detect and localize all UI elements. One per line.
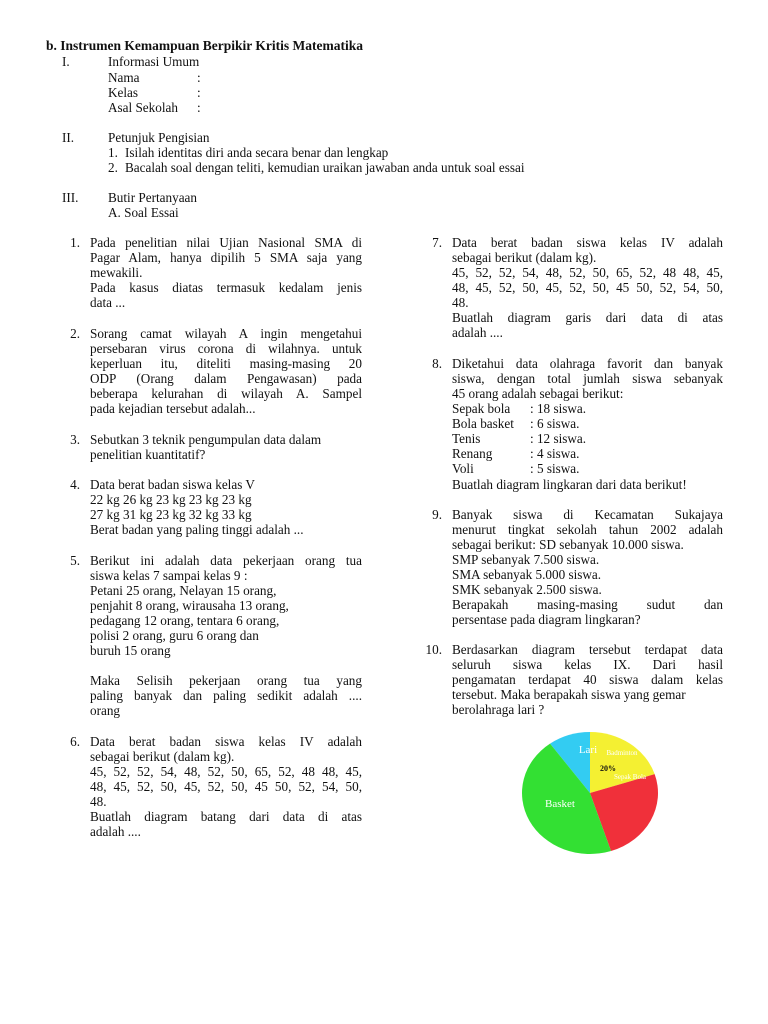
sport-row [452, 446, 580, 461]
question-text [90, 235, 362, 310]
question-line: SMK sebanyak 2.500 siswa. [452, 582, 602, 597]
question-line: sebagai berikut (dalam kg). [90, 749, 235, 764]
sport-pie-chart [520, 730, 660, 856]
question-line: tersebut. Maka berapakah siswa yang gemar [452, 687, 686, 702]
question-text [452, 507, 723, 627]
question-line: pengamatan terdapat 40 siswa dalam kelas [452, 672, 723, 687]
question-line: menurut tingkat sekolah tahun 2002 adalah [452, 522, 723, 537]
question-line: keperluan itu, diteliti masing-masing 20 [90, 356, 362, 371]
question-line: Data berat badan siswa kelas IV adalah [90, 734, 362, 749]
question-line: data ... [90, 295, 126, 310]
question-text [90, 477, 362, 537]
section-title: Petunjuk Pengisian [108, 130, 210, 145]
question-number: 6. [70, 734, 80, 749]
question-line: pada kejadian tersebut adalah... [90, 401, 256, 416]
field-label-nama: Nama [108, 70, 140, 85]
instruction-text: Bacalah soal dengan teliti, kemudian uraikan jawaban anda untuk soal essai [125, 160, 525, 175]
pie-chart-svg [520, 730, 660, 856]
question-text [452, 235, 723, 340]
section-number: II. [62, 130, 75, 145]
sport-row [452, 401, 587, 416]
sport-count: : 5 siswa. [530, 461, 580, 476]
pie-label-badminton: Badminton [606, 749, 638, 757]
question-line: siswa kelas 7 sampai kelas 9 : [90, 568, 248, 583]
question-line: 27 kg 31 kg 23 kg 32 kg 33 kg [90, 507, 252, 522]
question-line: mewakili. [90, 265, 143, 280]
section-number: I. [62, 54, 70, 69]
question-line: Pagar Alam, hanya dipilih 5 SMA saja yang [90, 250, 362, 265]
question-line: Pada penelitian nilai Ujian Nasional SMA di [90, 235, 362, 250]
document-heading: b. Instrumen Kemampuan Berpikir Kritis Matematika [46, 38, 363, 53]
section-title: Informasi Umum [108, 54, 200, 69]
question-line: polisi 2 orang, guru 6 orang dan [90, 628, 259, 643]
section-subtitle: A. Soal Essai [108, 205, 179, 220]
question-text [452, 642, 723, 717]
question-text [90, 553, 362, 718]
question-line: Petani 25 orang, Nelayan 15 orang, [90, 583, 277, 598]
field-colon: : [197, 100, 201, 115]
question-line: buruh 15 orang [90, 643, 171, 658]
question-line: 48, 45, 52, 50, 45, 52, 50, 45 50, 52, 54, 50, [452, 280, 723, 295]
question-text [90, 432, 362, 462]
sport-count: : 4 siswa. [530, 446, 580, 461]
question-line: SMA sebanyak 5.000 siswa. [452, 567, 602, 582]
question-number: 8. [432, 356, 442, 371]
sport-row [452, 416, 580, 431]
question-line: paling banyak dan paling sedikit adalah .... [90, 688, 362, 703]
sport-table [452, 401, 587, 476]
question-text [452, 356, 723, 401]
question-line: Maka Selisih pekerjaan orang tua yang [90, 673, 362, 688]
question-number: 3. [70, 432, 80, 447]
question-line: adalah .... [452, 325, 503, 340]
question-number: 7. [432, 235, 442, 250]
question-text [90, 734, 362, 839]
question-number: 1. [70, 235, 80, 250]
question-line: persebaran virus corona di wilahnya. untuk [90, 341, 362, 356]
field-colon: : [197, 70, 201, 85]
question-line: Data berat badan siswa kelas V [90, 477, 255, 492]
question-line: Diketahui data olahraga favorit dan banyak [452, 356, 723, 371]
section-title: Butir Pertanyaan [108, 190, 197, 205]
instruction-number: 1. [108, 145, 118, 160]
question-number: 9. [432, 507, 442, 522]
question-line: Berdasarkan diagram tersebut terdapat data [452, 642, 723, 657]
question-line: 45, 52, 52, 54, 48, 52, 50, 65, 52, 48 48, 45, [452, 265, 723, 280]
field-label-asal-sekolah: Asal Sekolah [108, 100, 178, 115]
question-line: Banyak siswa di Kecamatan Sukajaya [452, 507, 723, 522]
pie-label-basket: Basket [545, 798, 575, 810]
question-line: berolahraga lari ? [452, 702, 545, 717]
question-line: beberapa kelurahan di wilayah A. Sampel [90, 386, 362, 401]
sport-count: : 12 siswa. [530, 431, 587, 446]
question-line: Berapakah masing-masing sudut dan [452, 597, 723, 612]
field-colon: : [197, 85, 201, 100]
question-number: 5. [70, 553, 80, 568]
question-line: siswa, dengan total jumlah siswa sebanyak [452, 371, 723, 386]
question-line: 45, 52, 52, 54, 48, 52, 50, 65, 52, 48 48, 45, [90, 764, 362, 779]
question-line: Buatlah diagram garis dari data di atas [452, 310, 723, 325]
question-line: 45 orang adalah sebagai berikut: [452, 386, 624, 401]
sport-name: Bola basket [452, 416, 514, 431]
question-line: SMP sebanyak 7.500 siswa. [452, 552, 600, 567]
pie-label-lari: Lari [578, 744, 598, 756]
pie-percent-annotation: 20% [600, 764, 616, 773]
question-closing: Buatlah diagram lingkaran dari data berikut! [452, 477, 687, 492]
question-line: Pada kasus diatas termasuk kedalam jenis [90, 280, 362, 295]
question-line: 48, 45, 52, 50, 45, 52, 50, 45 50, 52, 54, 50, [90, 779, 362, 794]
sport-name: Tenis [452, 431, 481, 446]
sport-name: Sepak bola [452, 401, 511, 416]
question-line [90, 658, 362, 673]
question-number: 4. [70, 477, 80, 492]
question-number: 2. [70, 326, 80, 341]
question-line: sebagai berikut (dalam kg). [452, 250, 597, 265]
instruction-text: Isilah identitas diri anda secara benar dan lengkap [125, 145, 389, 160]
question-line: ODP (Orang dalam Pengawasan) pada [90, 371, 362, 386]
question-line: 48. [90, 794, 107, 809]
sport-count: : 6 siswa. [530, 416, 580, 431]
question-line: Buatlah diagram batang dari data di atas [90, 809, 362, 824]
field-label-kelas: Kelas [108, 85, 139, 100]
question-line: penjahit 8 orang, wirausaha 13 orang, [90, 598, 289, 613]
question-number: 10. [425, 642, 442, 657]
question-line: Berikut ini adalah data pekerjaan orang tua [90, 553, 362, 568]
question-line: sebagai berikut: SD sebanyak 10.000 siswa. [452, 537, 684, 552]
question-line: pedagang 12 orang, tentara 6 orang, [90, 613, 280, 628]
section-number: III. [62, 190, 79, 205]
question-line: orang [90, 703, 121, 718]
pie-label-sepak-bola: Sepak Bola [613, 773, 647, 781]
question-line: seluruh siswa kelas IX. Dari hasil [452, 657, 723, 672]
sport-row [452, 431, 587, 446]
sport-row [452, 461, 580, 476]
sport-name: Voli [452, 461, 474, 476]
question-line: Sorang camat wilayah A ingin mengetahui [90, 326, 362, 341]
question-line: 48. [452, 295, 469, 310]
question-line: Berat badan yang paling tinggi adalah ... [90, 522, 304, 537]
question-text [90, 326, 362, 416]
question-line: 22 kg 26 kg 23 kg 23 kg 23 kg [90, 492, 252, 507]
instruction-number: 2. [108, 160, 118, 175]
question-line: penelitian kuantitatif? [90, 447, 206, 462]
question-line: persentase pada diagram lingkaran? [452, 612, 641, 627]
question-line: Data berat badan siswa kelas IV adalah [452, 235, 723, 250]
question-line: Sebutkan 3 teknik pengumpulan data dalam [90, 432, 322, 447]
sport-name: Renang [452, 446, 493, 461]
sport-count: : 18 siswa. [530, 401, 587, 416]
question-line: adalah .... [90, 824, 141, 839]
